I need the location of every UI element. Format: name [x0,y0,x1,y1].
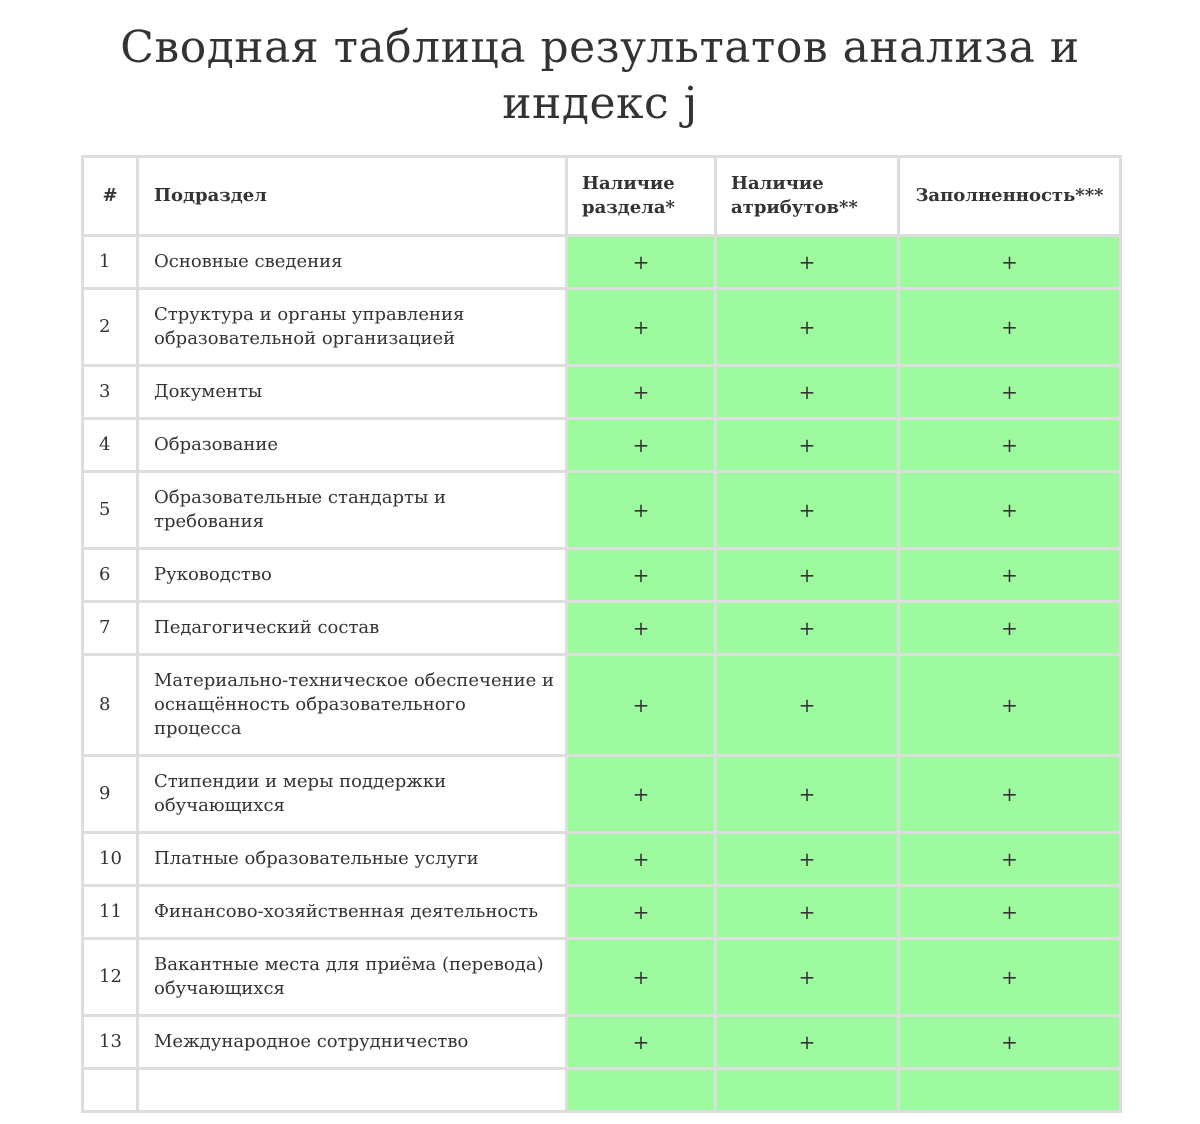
header-num: # [83,157,138,236]
completeness-mark: + [899,549,1121,602]
row-number: 10 [83,833,138,886]
row-number: 1 [83,236,138,289]
row-section-name: Педагогический состав [138,602,567,655]
header-completeness: Заполненность*** [899,157,1121,236]
row-section-name: Основные сведения [138,236,567,289]
attributes-mark: + [716,472,899,549]
table-row [83,886,1121,939]
table-row [83,655,1121,756]
row-number: 4 [83,419,138,472]
row-section-name: Финансово-хозяйственная деятельность [138,886,567,939]
completeness-mark: + [899,756,1121,833]
results-table [81,155,1122,1113]
table-row-partial [83,1069,1121,1112]
table-row [83,549,1121,602]
presence-mark: + [567,236,716,289]
attributes-mark: + [716,236,899,289]
row-number: 11 [83,886,138,939]
completeness-mark-empty [899,1069,1121,1112]
row-section-name: Образование [138,419,567,472]
table-row [83,756,1121,833]
completeness-mark: + [899,1016,1121,1069]
presence-mark: + [567,833,716,886]
completeness-mark: + [899,236,1121,289]
presence-mark: + [567,289,716,366]
presence-mark-empty [567,1069,716,1112]
attributes-mark: + [716,419,899,472]
completeness-mark: + [899,472,1121,549]
row-section-name: Материально-техническое обеспечение и оснащённость образовательного процесса [138,655,567,756]
row-section-name-empty [138,1069,567,1112]
presence-mark: + [567,655,716,756]
row-number: 6 [83,549,138,602]
attributes-mark: + [716,366,899,419]
attributes-mark: + [716,1016,899,1069]
presence-mark: + [567,602,716,655]
row-number-empty [83,1069,138,1112]
attributes-mark: + [716,655,899,756]
table-row [83,236,1121,289]
completeness-mark: + [899,939,1121,1016]
row-section-name: Документы [138,366,567,419]
presence-mark: + [567,366,716,419]
row-section-name: Образовательные стандарты и требования [138,472,567,549]
attributes-mark: + [716,549,899,602]
attributes-mark: + [716,886,899,939]
completeness-mark: + [899,289,1121,366]
table-row [83,939,1121,1016]
table-header-row [83,157,1121,236]
row-number: 5 [83,472,138,549]
page-title: Сводная таблица результатов анализа и индекс j [120,22,1080,129]
presence-mark: + [567,1016,716,1069]
completeness-mark: + [899,833,1121,886]
table-row [83,833,1121,886]
attributes-mark: + [716,939,899,1016]
row-number: 2 [83,289,138,366]
presence-mark: + [567,886,716,939]
header-presence: Наличие раздела* [567,157,716,236]
table-row [83,602,1121,655]
completeness-mark: + [899,886,1121,939]
attributes-mark: + [716,602,899,655]
attributes-mark: + [716,289,899,366]
presence-mark: + [567,939,716,1016]
completeness-mark: + [899,655,1121,756]
row-section-name: Структура и органы управления образовательной организацией [138,289,567,366]
completeness-mark: + [899,419,1121,472]
attributes-mark-empty [716,1069,899,1112]
table-row [83,366,1121,419]
attributes-mark: + [716,833,899,886]
presence-mark: + [567,549,716,602]
completeness-mark: + [899,366,1121,419]
presence-mark: + [567,756,716,833]
table-row [83,419,1121,472]
row-number: 13 [83,1016,138,1069]
row-section-name: Стипендии и меры поддержки обучающихся [138,756,567,833]
presence-mark: + [567,472,716,549]
table-row [83,472,1121,549]
header-attributes: Наличие атрибутов** [716,157,899,236]
row-number: 8 [83,655,138,756]
row-number: 7 [83,602,138,655]
row-section-name: Международное сотрудничество [138,1016,567,1069]
row-section-name: Платные образовательные услуги [138,833,567,886]
row-number: 3 [83,366,138,419]
row-number: 9 [83,756,138,833]
row-section-name: Вакантные места для приёма (перевода) обучающихся [138,939,567,1016]
table-row [83,289,1121,366]
attributes-mark: + [716,756,899,833]
table-row [83,1016,1121,1069]
completeness-mark: + [899,602,1121,655]
presence-mark: + [567,419,716,472]
row-number: 12 [83,939,138,1016]
row-section-name: Руководство [138,549,567,602]
header-section: Подраздел [138,157,567,236]
